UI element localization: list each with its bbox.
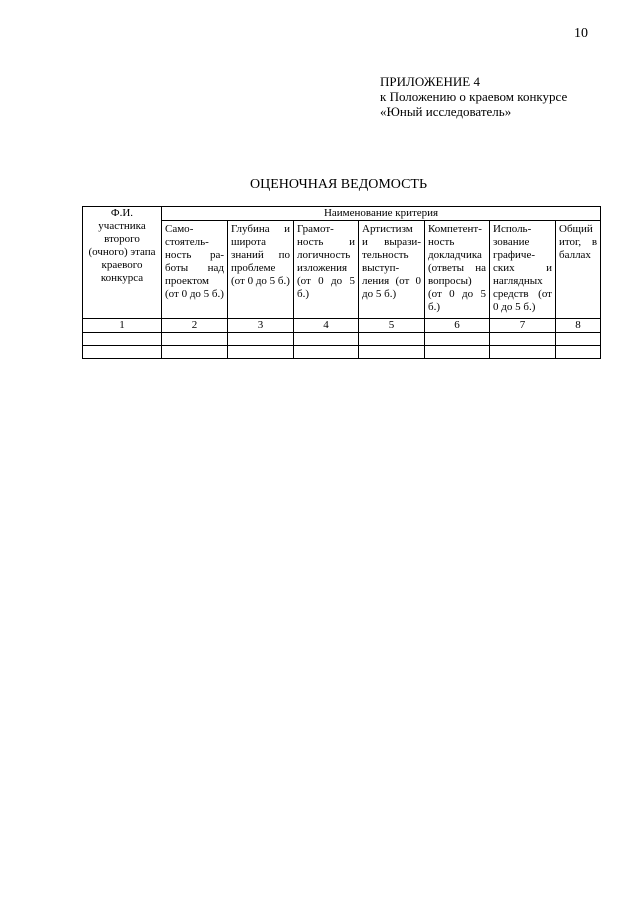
blank-cell[interactable] — [359, 333, 425, 346]
blank-cell[interactable] — [556, 346, 601, 359]
criterion-independence: Самостоятельность работы над проектом (от 0 до 5 б.) — [162, 221, 228, 319]
document-title: ОЦЕНОЧНАЯ ВЕДОМОСТЬ — [250, 177, 428, 192]
blank-cell[interactable] — [162, 346, 228, 359]
blank-row — [83, 333, 601, 346]
blank-cell[interactable] — [425, 333, 490, 346]
blank-cell[interactable] — [425, 346, 490, 359]
blank-cell[interactable] — [294, 346, 359, 359]
column-number: 8 — [556, 319, 601, 333]
criterion-visual-aids: Использование графических и наглядных средств (от 0 до 5 б.) — [490, 221, 556, 319]
score-table — [82, 206, 601, 359]
blank-cell[interactable] — [228, 346, 294, 359]
column-number: 1 — [83, 319, 162, 333]
table-header-row — [83, 207, 601, 221]
criterion-knowledge: Глубина и широта знаний по проблеме (от 0 до 5 б.) — [228, 221, 294, 319]
blank-cell[interactable] — [490, 346, 556, 359]
blank-row — [83, 346, 601, 359]
column-number: 2 — [162, 319, 228, 333]
appendix-contest-name: «Юный исследователь» — [380, 104, 512, 119]
criterion-total: Общий итог, в баллах — [556, 221, 601, 319]
criteria-group-header: Наименование критерия — [162, 207, 601, 221]
appendix-block — [380, 74, 567, 119]
blank-cell[interactable] — [228, 333, 294, 346]
blank-cell[interactable] — [162, 333, 228, 346]
criterion-literacy: Грамотность и логичность изложения (от 0 до 5 б.) — [294, 221, 359, 319]
column-number: 6 — [425, 319, 490, 333]
column-number: 4 — [294, 319, 359, 333]
column-number: 3 — [228, 319, 294, 333]
blank-cell[interactable] — [294, 333, 359, 346]
appendix-number: ПРИЛОЖЕНИЕ 4 — [380, 74, 480, 89]
column-number: 7 — [490, 319, 556, 333]
blank-cell[interactable] — [83, 346, 162, 359]
blank-cell[interactable] — [83, 333, 162, 346]
blank-cell[interactable] — [556, 333, 601, 346]
blank-cell[interactable] — [359, 346, 425, 359]
blank-cell[interactable] — [490, 333, 556, 346]
appendix-reference: к Положению о краевом конкурсе — [380, 89, 568, 104]
page-number: 10 — [574, 26, 588, 41]
participant-name-header: Ф.И. участника второго (очного) этапа краевого конкурса — [83, 207, 162, 319]
criterion-artistry: Артистизм и выразительность выступления (от 0 до 5 б.) — [359, 221, 425, 319]
column-numbers-row — [83, 319, 601, 333]
column-number: 5 — [359, 319, 425, 333]
criterion-competence: Компетентность докладчика (ответы на вопросы) (от 0 до 5 б.) — [425, 221, 490, 319]
